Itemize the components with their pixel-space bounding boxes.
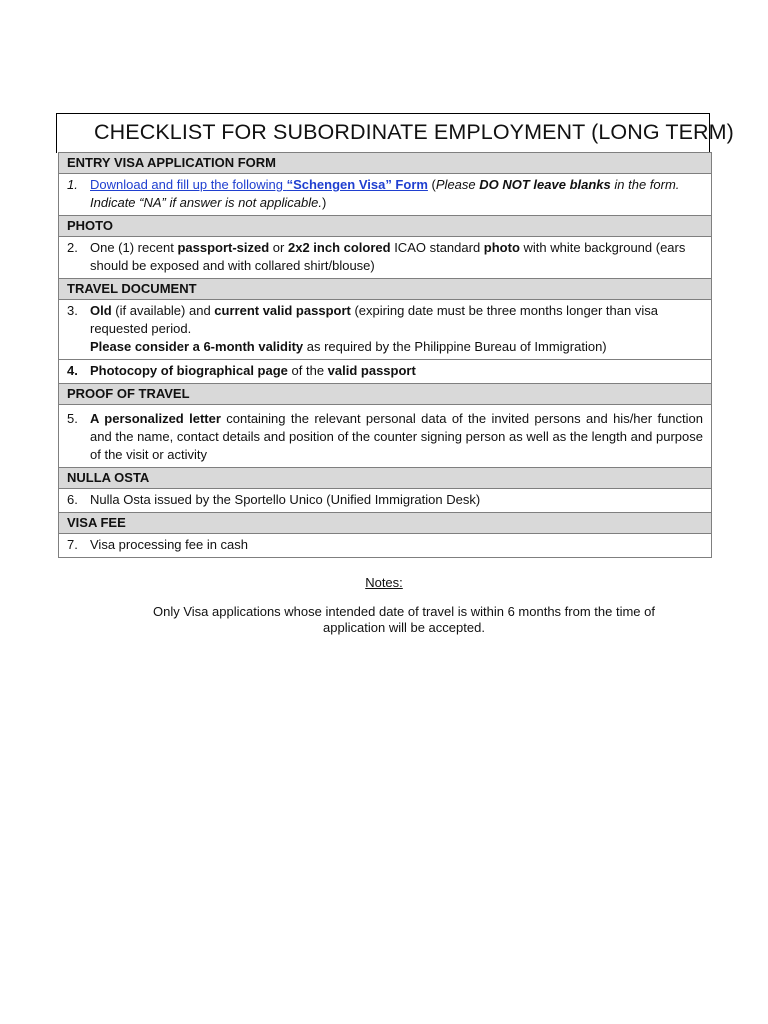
section-header-travel-document	[59, 279, 712, 300]
notes-label: Notes:	[365, 575, 403, 590]
checklist-item-7	[59, 534, 712, 558]
section-header-visa-fee	[59, 513, 712, 534]
section-label: NULLA OSTA	[59, 468, 712, 489]
checklist-table	[58, 152, 712, 558]
section-label: TRAVEL DOCUMENT	[59, 279, 712, 300]
item-text: Nulla Osta issued by the Sportello Unico (Unified Immigration Desk)	[90, 492, 481, 507]
item-number: 1.	[67, 177, 78, 192]
checklist-item-6	[59, 489, 712, 513]
item-number: 6.	[67, 492, 78, 507]
item-text: Photocopy of biographical page of the valid passport	[90, 363, 416, 378]
item-number: 3.	[67, 303, 78, 318]
section-header-proof-of-travel	[59, 384, 712, 405]
section-label: PHOTO	[59, 216, 712, 237]
section-header-nulla-osta	[59, 468, 712, 489]
checklist-item-3	[59, 300, 712, 360]
section-header-entry-visa	[59, 153, 712, 174]
checklist-item-4	[59, 360, 712, 384]
item-text: Old (if available) and current valid passport (expiring date must be three months longer than visa requested period. Please consider a 6-month validity as required by the Philippine Bureau of Immigration)	[90, 303, 658, 354]
notes-text: Only Visa applications whose intended date of travel is within 6 months from the time of application will be accepted.	[153, 604, 655, 635]
item-text: Download and fill up the following “Schengen Visa” Form (Please DO NOT leave blanks in the form. Indicate “NA” if answer is not applicable.)	[90, 177, 680, 210]
item-number: 2.	[67, 240, 78, 255]
schengen-form-link[interactable]: Download and fill up the following “Schengen Visa” Form	[90, 177, 428, 192]
item-number: 5.	[67, 411, 78, 426]
item-text: A personalized letter containing the relevant personal data of the invited persons and his/her function and the name, contact details and position of the counter signing person as well as the length and purpose of the visit or activity	[90, 411, 703, 462]
page-title: CHECKLIST FOR SUBORDINATE EMPLOYMENT (LONG TERM)	[94, 120, 734, 144]
item-number: 4.	[67, 363, 78, 378]
item-number: 7.	[67, 537, 78, 552]
item-text: One (1) recent passport-sized or 2x2 inch colored ICAO standard photo with white background (ears should be exposed and with collared shirt/blouse)	[90, 240, 686, 273]
section-header-photo	[59, 216, 712, 237]
checklist-item-5	[59, 405, 712, 468]
checklist-item-2	[59, 237, 712, 279]
section-label: PROOF OF TRAVEL	[59, 384, 712, 405]
checklist-item-1	[59, 174, 712, 216]
title-box	[56, 113, 734, 153]
item-text: Visa processing fee in cash	[90, 537, 249, 552]
section-label: ENTRY VISA APPLICATION FORM	[59, 153, 712, 174]
section-label: VISA FEE	[59, 513, 712, 534]
